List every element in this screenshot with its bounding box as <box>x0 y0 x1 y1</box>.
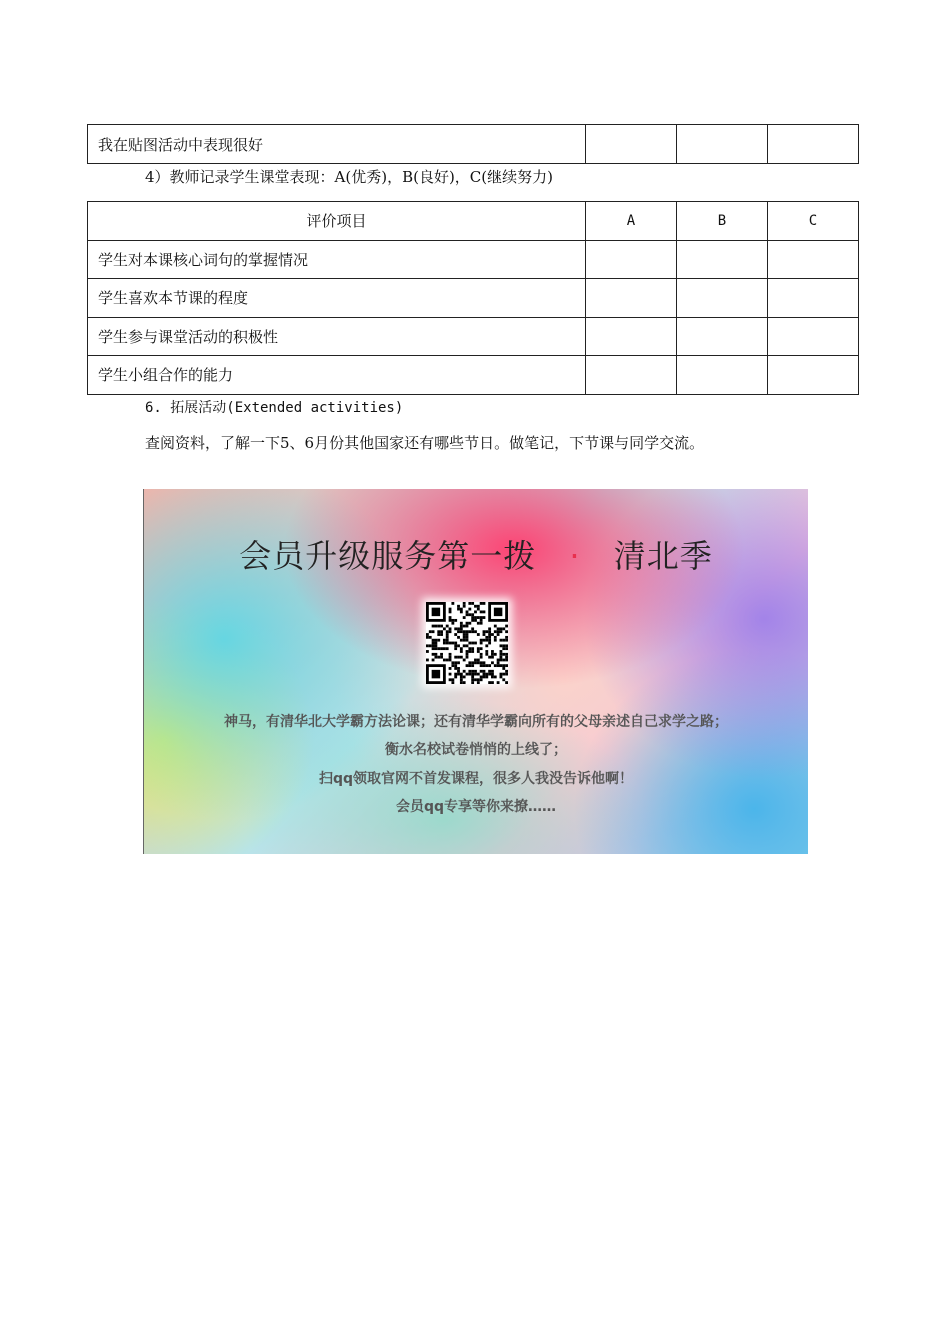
table-row <box>88 317 859 356</box>
section-6-text: 查阅资料，了解一下5、6月份其他国家还有哪些节日。做笔记，下节课与同学交流。 <box>145 434 705 452</box>
table-cell-item: 学生喜欢本节课的程度 <box>88 279 586 318</box>
table-cell-a <box>586 240 677 279</box>
header-c: C <box>768 202 859 241</box>
table-cell-b <box>677 317 768 356</box>
table-cell-item: 学生对本课核心词句的掌握情况 <box>88 240 586 279</box>
promo-banner[interactable] <box>143 489 808 854</box>
table-cell-c <box>768 125 859 164</box>
table-cell-b <box>677 240 768 279</box>
promo-line: 扫qq领取官网不首发课程，很多人我没告诉他啊！ <box>318 771 634 787</box>
table-header-row <box>88 202 859 241</box>
promo-title-right: 清北季 <box>613 537 713 575</box>
header-a: A <box>586 202 677 241</box>
promo-line: 神马，有清华北大学霸方法论课；还有清华学霸向所有的父母亲述自己求学之路； <box>224 714 728 730</box>
table-cell-item: 学生参与课堂活动的积极性 <box>88 317 586 356</box>
qr-code-icon[interactable] <box>426 602 508 684</box>
table-row <box>88 240 859 279</box>
table-cell-a <box>586 279 677 318</box>
eval-section-title: 4）教师记录学生课堂表现：A(优秀)，B(良好)，C(继续努力) <box>145 168 553 186</box>
table-row <box>88 125 859 164</box>
table-cell-c <box>768 356 859 395</box>
header-b: B <box>677 202 768 241</box>
promo-line: 衡水名校试卷悄悄的上线了； <box>385 742 567 758</box>
table-row <box>88 356 859 395</box>
table-cell-a <box>586 356 677 395</box>
table-cell-c <box>768 317 859 356</box>
promo-title-dot: · <box>569 537 581 575</box>
table-cell-a <box>586 125 677 164</box>
table-cell-item: 我在贴图活动中表现很好 <box>88 125 586 164</box>
table-cell-c <box>768 240 859 279</box>
table-cell-a <box>586 317 677 356</box>
table-cell-b <box>677 279 768 318</box>
self-assessment-table <box>87 124 859 164</box>
promo-title-left: 会员升级服务第一拨 <box>239 537 537 575</box>
table-cell-b <box>677 356 768 395</box>
table-cell-c <box>768 279 859 318</box>
table-cell-b <box>677 125 768 164</box>
table-cell-item: 学生小组合作的能力 <box>88 356 586 395</box>
section-6-heading: 6. 拓展活动(Extended activities) <box>145 400 404 416</box>
promo-line: 会员qq专享等你来撩…… <box>395 799 557 815</box>
header-item: 评价项目 <box>88 202 586 241</box>
qr-code-graphic <box>426 602 508 684</box>
promo-title <box>144 531 808 577</box>
table-row <box>88 279 859 318</box>
teacher-eval-table <box>87 201 859 395</box>
